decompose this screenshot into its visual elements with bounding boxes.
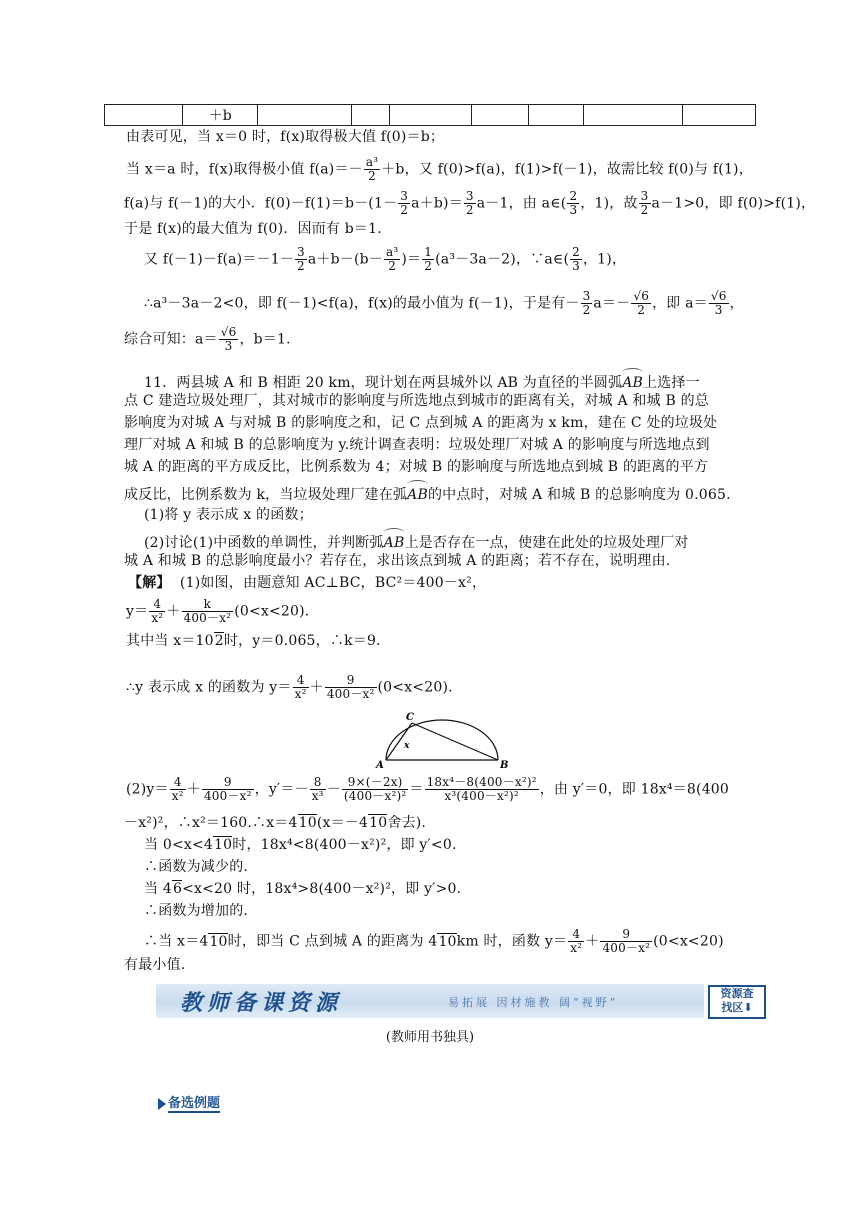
solution-heading: 【解】 — [128, 575, 171, 591]
banner-subtitle: 易拓展 因材施教 阔“视野” — [448, 996, 619, 1009]
solution-line: ∴y 表示成 x 的函数为 y＝ $\frac{4}{\text{x²}}$ ＋ $\frac{9}{\text{400－x²}}$ (0<x<20). — [126, 673, 453, 701]
text-line: 由表可见，当 x＝0 时，f(x)取得极大值 f(0)＝b； — [126, 129, 445, 145]
text-line: 当 x＝a 时，f(x)取得极小值 f(a)＝－ $\frac{\text{a³}}{2}$ ＋b，又 f(0)>f(a)，f(1)>f(－1)，故需比较 f(0)与 f(1)， — [126, 155, 753, 183]
problem-11-line: (1)将 y 表示成 x 的函数； — [144, 507, 313, 523]
solution-line: ∴当 x＝410时，即当 C 点到城 A 的距离为 410km 时，函数 y＝ $\frac{4}{\text{x²}}$ ＋ $\frac{9}{\text{400－x²}}$ (0<x<20) — [144, 927, 724, 955]
table-cell: ＋b — [183, 105, 258, 126]
backup-examples-heading: 备选例题 — [158, 1092, 220, 1111]
problem-11-line: (2)讨论(1)中函数的单调性，并判断弧AB上是否存在一点，使建在此处的垃圾处理厂对 — [144, 530, 688, 552]
arc-ab-symbol: AB — [622, 370, 643, 392]
solution-line: 当 46<x<20 时，18x⁴>8(400－x²)²，即 y′>0. — [144, 881, 462, 897]
arc-ab-symbol: AB — [384, 530, 405, 552]
solution-line: 【解】 (1)如图，由题意知 AC⊥BC，BC²＝400－x²， — [128, 575, 487, 591]
solution-line: y＝ $\frac{4}{\text{x²}}$ ＋ $\frac{k}{\text{400－x²}}$ (0<x<20). — [126, 597, 310, 625]
text-line: ∴a³－3a－2<0，即 f(－1)<f(a)，f(x)的最小值为 f(－1)，于是有－ $\frac{3}{2}$ a＝－ $\frac{√6}{2}$ ，即 a＝ $\frac{√6}{3}$ ， — [144, 289, 744, 317]
problem-11-line: 理厂对城 A 和城 B 的总影响度为 y.统计调查表明：垃圾处理厂对城 A 的影响度与所选地点到 — [124, 437, 710, 453]
segment-cb — [412, 723, 498, 760]
fraction: $\frac{\text{a³}}{2}$ — [365, 155, 379, 183]
banner-title: 教师备课资源 — [180, 990, 343, 1016]
solution-line: ∴函数为增加的. — [144, 903, 249, 919]
point-b-label: B — [500, 760, 509, 770]
solution-line: 当 0<x<410时，18x⁴<8(400－x²)²，即 y′<0. — [144, 837, 457, 853]
triangle-marker-icon — [158, 1098, 166, 1110]
resource-lookup-button[interactable]: 资源查 找区⬇ — [708, 985, 766, 1019]
problem-11-line: 城 A 的距离的平方成反比，比例系数为 4；对城 B 的影响度与所选地点到城 B 的距离的平方 — [124, 459, 709, 475]
solution-line: 有最小值. — [124, 957, 186, 973]
problem-11-line: 城 A 和城 B 的总影响度最小？若存在，求出该点到城 A 的距离；若不存在，说明理由. — [124, 553, 671, 569]
text-line: f(a)与 f(－1)的大小．f(0)－f(1)＝b－(1－ $\frac{3}{2}$ a＋b)＝ $\frac{3}{2}$ a－1，由 a∈( $\frac{2}{3}$ ，1)，故 $\frac{3}{2}$ a－1>0，即 f(0)>f(1)， — [124, 189, 816, 217]
problem-11-line: 成反比，比例系数为 k，当垃圾处理厂建在弧AB的中点时，对城 A 和城 B 的总影响度为 0.065. — [124, 482, 731, 504]
teacher-edition-caption: (教师用书独具) — [385, 1030, 475, 1045]
point-a-label: A — [376, 760, 384, 770]
problem-11-line: 影响度为对城 A 与对城 B 的影响度之和，记 C 点到城 A 的距离为 x km，建在 C 处的垃圾处 — [124, 415, 718, 431]
x-label: x — [404, 741, 410, 751]
teacher-resource-banner — [156, 984, 764, 1018]
solution-line: 其中当 x＝102时，y＝0.065，∴k＝9. — [126, 633, 381, 649]
text-line: 又 f(－1)－f(a)＝－1－ $\frac{3}{2}$ a＋b－(b－ $\frac{\text{a³}}{2}$ )＝ $\frac{1}{2}$ (a³－3a－2)，∵a∈( $\frac{2}{3}$ ，1)， — [144, 245, 627, 273]
text-line: 于是 f(x)的最大值为 f(0)．因而有 b＝1. — [124, 221, 382, 237]
solution-line: ∴函数为减少的. — [144, 859, 249, 875]
solution-line: －x²)²，∴x²＝160.∴x＝410(x＝－410舍去). — [124, 815, 427, 831]
text-line: 综合可知：a＝ $\frac{√6}{3}$ ，b＝1. — [124, 325, 291, 353]
problem-11-line: 点 C 建造垃圾处理厂，其对城市的影响度与所选地点到城市的距离有关，对城 A 和城 B 的总 — [124, 393, 710, 409]
semicircle-arc — [386, 720, 498, 760]
solution-line: (2)y＝ $\frac{4}{\text{x²}}$ ＋ $\frac{9}{\text{400－x²}}$ ，y′＝－ $\frac{8}{\text{x³}}$ － $\frac{9\times(-2x)}{\text{(400－x²)²}}$ ＝ $\frac{\text{18x⁴－8(400－x²)²}}{\text{x³(400－x²)²}}$ ，由 y′＝0，即 18x⁴＝8(400 — [126, 775, 730, 803]
variation-table-fragment — [104, 104, 756, 126]
semicircle-figure — [374, 706, 514, 770]
arc-ab-symbol: AB — [407, 482, 428, 504]
point-c-label: C — [406, 712, 414, 723]
problem-11-line: 11．两县城 A 和 B 相距 20 km，现计划在两县城外以 AB 为直径的半圆弧AB上选择一 — [144, 370, 700, 392]
